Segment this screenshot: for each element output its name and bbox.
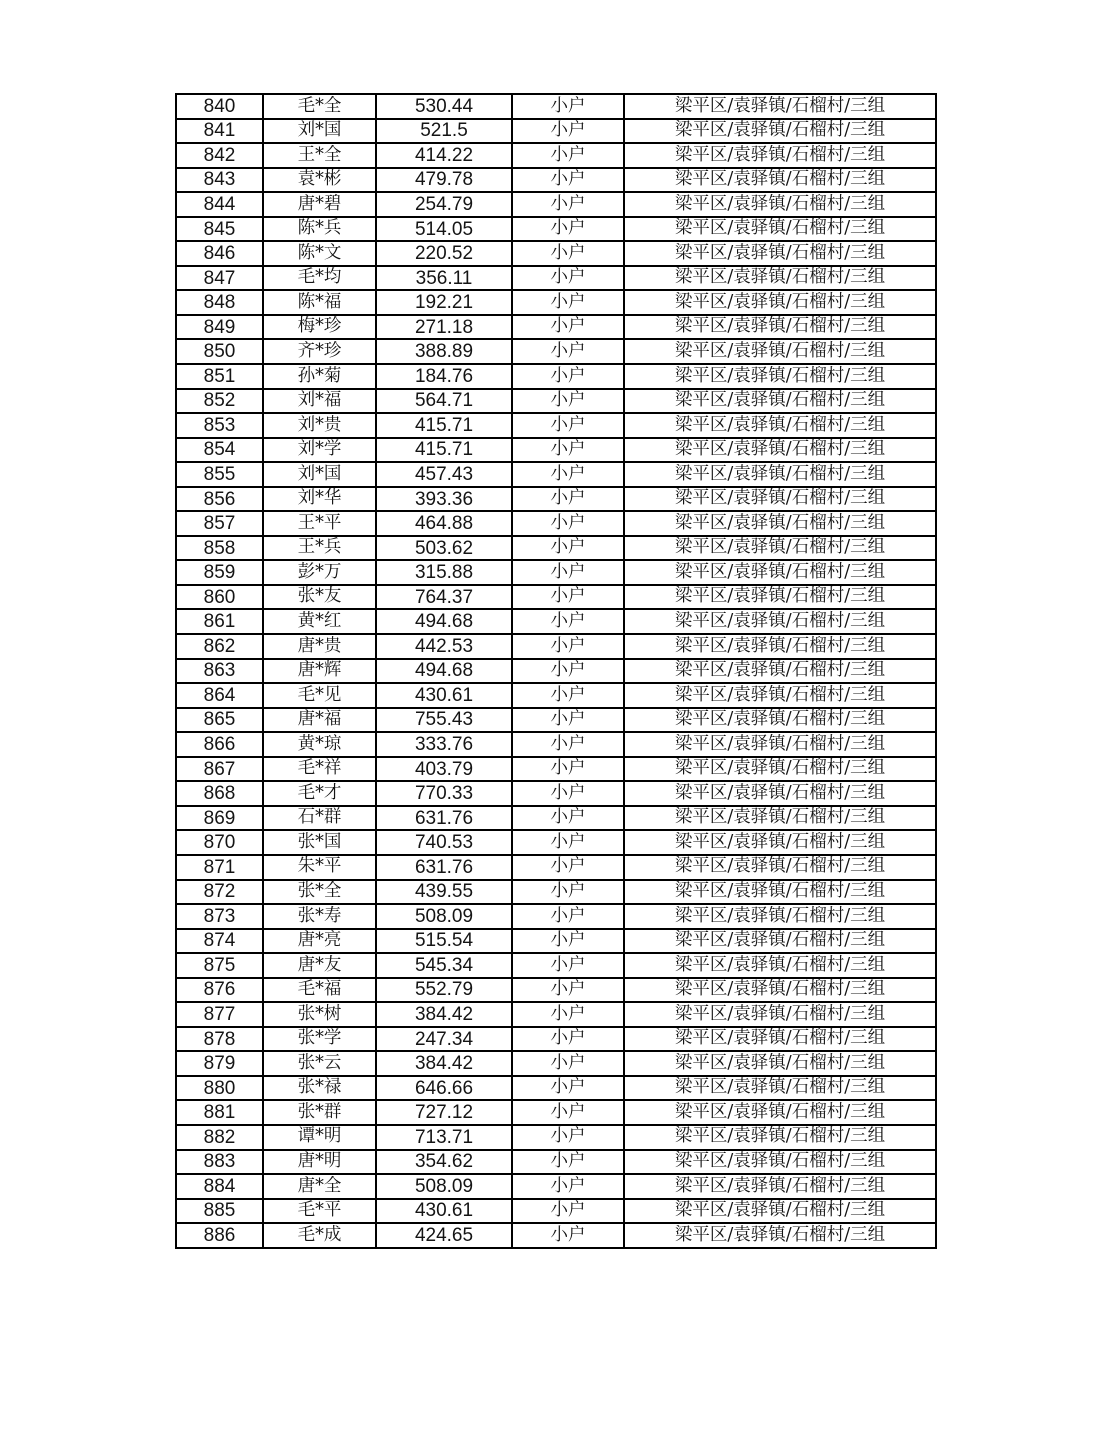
table-row xyxy=(176,1002,936,1027)
cell-name: 刘*华 xyxy=(263,487,376,512)
cell-row-number: 883 xyxy=(176,1150,263,1175)
cell-name: 王*平 xyxy=(263,511,376,536)
cell-location: 梁平区/袁驿镇/石榴村/三组 xyxy=(624,929,936,954)
cell-row-number: 866 xyxy=(176,732,263,757)
cell-household-type: 小户 xyxy=(512,266,624,291)
cell-name: 张*树 xyxy=(263,1002,376,1027)
cell-row-number: 842 xyxy=(176,143,263,168)
table-row xyxy=(176,217,936,242)
cell-household-type: 小户 xyxy=(512,1051,624,1076)
cell-row-number: 869 xyxy=(176,806,263,831)
table-row xyxy=(176,634,936,659)
cell-amount: 464.88 xyxy=(376,511,512,536)
table-row xyxy=(176,560,936,585)
cell-household-type: 小户 xyxy=(512,1223,624,1248)
cell-household-type: 小户 xyxy=(512,781,624,806)
cell-name: 袁*彬 xyxy=(263,168,376,193)
cell-row-number: 870 xyxy=(176,830,263,855)
table-row xyxy=(176,511,936,536)
table-row xyxy=(176,487,936,512)
cell-household-type: 小户 xyxy=(512,119,624,144)
cell-amount: 494.68 xyxy=(376,659,512,684)
table-row xyxy=(176,659,936,684)
cell-amount: 479.78 xyxy=(376,168,512,193)
cell-row-number: 858 xyxy=(176,536,263,561)
cell-row-number: 847 xyxy=(176,266,263,291)
cell-amount: 271.18 xyxy=(376,315,512,340)
cell-location: 梁平区/袁驿镇/石榴村/三组 xyxy=(624,1199,936,1224)
cell-name: 齐*珍 xyxy=(263,339,376,364)
cell-row-number: 868 xyxy=(176,781,263,806)
table-row xyxy=(176,339,936,364)
cell-name: 唐*碧 xyxy=(263,192,376,217)
cell-household-type: 小户 xyxy=(512,732,624,757)
cell-name: 张*学 xyxy=(263,1027,376,1052)
cell-amount: 415.71 xyxy=(376,438,512,463)
cell-row-number: 881 xyxy=(176,1100,263,1125)
table-row xyxy=(176,683,936,708)
cell-row-number: 885 xyxy=(176,1199,263,1224)
cell-name: 唐*福 xyxy=(263,708,376,733)
table-row xyxy=(176,806,936,831)
cell-location: 梁平区/袁驿镇/石榴村/三组 xyxy=(624,511,936,536)
table-row xyxy=(176,413,936,438)
cell-name: 唐*亮 xyxy=(263,929,376,954)
cell-location: 梁平区/袁驿镇/石榴村/三组 xyxy=(624,1150,936,1175)
cell-name: 梅*珍 xyxy=(263,315,376,340)
cell-household-type: 小户 xyxy=(512,830,624,855)
cell-row-number: 849 xyxy=(176,315,263,340)
cell-row-number: 876 xyxy=(176,978,263,1003)
cell-amount: 254.79 xyxy=(376,192,512,217)
cell-location: 梁平区/袁驿镇/石榴村/三组 xyxy=(624,364,936,389)
table-row xyxy=(176,143,936,168)
cell-name: 陈*文 xyxy=(263,241,376,266)
cell-location: 梁平区/袁驿镇/石榴村/三组 xyxy=(624,585,936,610)
table-row xyxy=(176,290,936,315)
cell-amount: 552.79 xyxy=(376,978,512,1003)
cell-household-type: 小户 xyxy=(512,339,624,364)
cell-amount: 646.66 xyxy=(376,1076,512,1101)
cell-location: 梁平区/袁驿镇/石榴村/三组 xyxy=(624,683,936,708)
cell-row-number: 850 xyxy=(176,339,263,364)
table-row xyxy=(176,904,936,929)
cell-amount: 755.43 xyxy=(376,708,512,733)
cell-location: 梁平区/袁驿镇/石榴村/三组 xyxy=(624,487,936,512)
cell-household-type: 小户 xyxy=(512,904,624,929)
cell-location: 梁平区/袁驿镇/石榴村/三组 xyxy=(624,143,936,168)
cell-household-type: 小户 xyxy=(512,1100,624,1125)
cell-amount: 315.88 xyxy=(376,560,512,585)
table-row xyxy=(176,1174,936,1199)
table-row xyxy=(176,830,936,855)
cell-location: 梁平区/袁驿镇/石榴村/三组 xyxy=(624,438,936,463)
cell-amount: 545.34 xyxy=(376,953,512,978)
cell-row-number: 882 xyxy=(176,1125,263,1150)
cell-location: 梁平区/袁驿镇/石榴村/三组 xyxy=(624,1100,936,1125)
cell-amount: 764.37 xyxy=(376,585,512,610)
cell-row-number: 859 xyxy=(176,560,263,585)
cell-location: 梁平区/袁驿镇/石榴村/三组 xyxy=(624,830,936,855)
table-row xyxy=(176,119,936,144)
table-row xyxy=(176,438,936,463)
cell-location: 梁平区/袁驿镇/石榴村/三组 xyxy=(624,266,936,291)
cell-location: 梁平区/袁驿镇/石榴村/三组 xyxy=(624,855,936,880)
cell-household-type: 小户 xyxy=(512,1150,624,1175)
cell-amount: 415.71 xyxy=(376,413,512,438)
cell-name: 刘*贵 xyxy=(263,413,376,438)
cell-name: 唐*明 xyxy=(263,1150,376,1175)
cell-location: 梁平区/袁驿镇/石榴村/三组 xyxy=(624,536,936,561)
table-row xyxy=(176,315,936,340)
cell-amount: 631.76 xyxy=(376,855,512,880)
table-row xyxy=(176,929,936,954)
cell-location: 梁平区/袁驿镇/石榴村/三组 xyxy=(624,1223,936,1248)
cell-household-type: 小户 xyxy=(512,487,624,512)
cell-household-type: 小户 xyxy=(512,217,624,242)
table-row xyxy=(176,609,936,634)
cell-location: 梁平区/袁驿镇/石榴村/三组 xyxy=(624,659,936,684)
cell-row-number: 852 xyxy=(176,389,263,414)
cell-row-number: 874 xyxy=(176,929,263,954)
table-row xyxy=(176,192,936,217)
table-row xyxy=(176,757,936,782)
cell-location: 梁平区/袁驿镇/石榴村/三组 xyxy=(624,978,936,1003)
table-row xyxy=(176,94,936,119)
cell-household-type: 小户 xyxy=(512,1076,624,1101)
cell-amount: 740.53 xyxy=(376,830,512,855)
cell-name: 刘*国 xyxy=(263,119,376,144)
cell-row-number: 862 xyxy=(176,634,263,659)
cell-name: 陈*兵 xyxy=(263,217,376,242)
cell-location: 梁平区/袁驿镇/石榴村/三组 xyxy=(624,217,936,242)
cell-amount: 631.76 xyxy=(376,806,512,831)
cell-household-type: 小户 xyxy=(512,389,624,414)
cell-name: 唐*友 xyxy=(263,953,376,978)
cell-household-type: 小户 xyxy=(512,168,624,193)
cell-location: 梁平区/袁驿镇/石榴村/三组 xyxy=(624,1125,936,1150)
cell-name: 张*国 xyxy=(263,830,376,855)
cell-amount: 439.55 xyxy=(376,880,512,905)
cell-row-number: 871 xyxy=(176,855,263,880)
cell-household-type: 小户 xyxy=(512,1002,624,1027)
cell-amount: 220.52 xyxy=(376,241,512,266)
cell-household-type: 小户 xyxy=(512,880,624,905)
cell-location: 梁平区/袁驿镇/石榴村/三组 xyxy=(624,1051,936,1076)
cell-household-type: 小户 xyxy=(512,438,624,463)
cell-amount: 354.62 xyxy=(376,1150,512,1175)
cell-row-number: 886 xyxy=(176,1223,263,1248)
cell-row-number: 840 xyxy=(176,94,263,119)
cell-household-type: 小户 xyxy=(512,536,624,561)
cell-name: 张*寿 xyxy=(263,904,376,929)
cell-location: 梁平区/袁驿镇/石榴村/三组 xyxy=(624,119,936,144)
table-row xyxy=(176,880,936,905)
cell-amount: 424.65 xyxy=(376,1223,512,1248)
cell-name: 唐*贵 xyxy=(263,634,376,659)
cell-amount: 430.61 xyxy=(376,1199,512,1224)
cell-location: 梁平区/袁驿镇/石榴村/三组 xyxy=(624,609,936,634)
cell-name: 石*群 xyxy=(263,806,376,831)
cell-amount: 384.42 xyxy=(376,1002,512,1027)
cell-location: 梁平区/袁驿镇/石榴村/三组 xyxy=(624,1076,936,1101)
cell-household-type: 小户 xyxy=(512,511,624,536)
cell-household-type: 小户 xyxy=(512,560,624,585)
cell-location: 梁平区/袁驿镇/石榴村/三组 xyxy=(624,339,936,364)
cell-amount: 508.09 xyxy=(376,1174,512,1199)
cell-row-number: 880 xyxy=(176,1076,263,1101)
cell-location: 梁平区/袁驿镇/石榴村/三组 xyxy=(624,290,936,315)
cell-household-type: 小户 xyxy=(512,757,624,782)
cell-household-type: 小户 xyxy=(512,978,624,1003)
cell-row-number: 848 xyxy=(176,290,263,315)
cell-household-type: 小户 xyxy=(512,585,624,610)
cell-row-number: 855 xyxy=(176,462,263,487)
cell-location: 梁平区/袁驿镇/石榴村/三组 xyxy=(624,953,936,978)
cell-location: 梁平区/袁驿镇/石榴村/三组 xyxy=(624,880,936,905)
cell-amount: 393.36 xyxy=(376,487,512,512)
cell-household-type: 小户 xyxy=(512,290,624,315)
table-row xyxy=(176,978,936,1003)
cell-amount: 457.43 xyxy=(376,462,512,487)
table-row xyxy=(176,1150,936,1175)
table-row xyxy=(176,389,936,414)
table-row xyxy=(176,1051,936,1076)
cell-name: 王*兵 xyxy=(263,536,376,561)
cell-household-type: 小户 xyxy=(512,806,624,831)
cell-household-type: 小户 xyxy=(512,1125,624,1150)
cell-row-number: 875 xyxy=(176,953,263,978)
cell-household-type: 小户 xyxy=(512,1199,624,1224)
cell-household-type: 小户 xyxy=(512,953,624,978)
cell-name: 毛*福 xyxy=(263,978,376,1003)
table-row xyxy=(176,1125,936,1150)
cell-row-number: 879 xyxy=(176,1051,263,1076)
table-row xyxy=(176,1076,936,1101)
table-row xyxy=(176,732,936,757)
cell-location: 梁平区/袁驿镇/石榴村/三组 xyxy=(624,389,936,414)
cell-name: 张*群 xyxy=(263,1100,376,1125)
cell-household-type: 小户 xyxy=(512,634,624,659)
table-row xyxy=(176,1027,936,1052)
cell-household-type: 小户 xyxy=(512,659,624,684)
cell-household-type: 小户 xyxy=(512,94,624,119)
cell-row-number: 854 xyxy=(176,438,263,463)
cell-household-type: 小户 xyxy=(512,929,624,954)
cell-row-number: 844 xyxy=(176,192,263,217)
cell-name: 朱*平 xyxy=(263,855,376,880)
cell-location: 梁平区/袁驿镇/石榴村/三组 xyxy=(624,806,936,831)
cell-amount: 333.76 xyxy=(376,732,512,757)
cell-location: 梁平区/袁驿镇/石榴村/三组 xyxy=(624,462,936,487)
cell-household-type: 小户 xyxy=(512,1027,624,1052)
cell-row-number: 846 xyxy=(176,241,263,266)
cell-name: 张*云 xyxy=(263,1051,376,1076)
table-row xyxy=(176,953,936,978)
cell-row-number: 865 xyxy=(176,708,263,733)
cell-location: 梁平区/袁驿镇/石榴村/三组 xyxy=(624,732,936,757)
cell-row-number: 860 xyxy=(176,585,263,610)
cell-location: 梁平区/袁驿镇/石榴村/三组 xyxy=(624,904,936,929)
cell-row-number: 884 xyxy=(176,1174,263,1199)
cell-location: 梁平区/袁驿镇/石榴村/三组 xyxy=(624,560,936,585)
cell-row-number: 864 xyxy=(176,683,263,708)
table-row xyxy=(176,781,936,806)
table-row xyxy=(176,855,936,880)
cell-name: 毛*全 xyxy=(263,94,376,119)
cell-name: 唐*辉 xyxy=(263,659,376,684)
cell-household-type: 小户 xyxy=(512,364,624,389)
cell-amount: 192.21 xyxy=(376,290,512,315)
cell-row-number: 878 xyxy=(176,1027,263,1052)
cell-row-number: 843 xyxy=(176,168,263,193)
cell-name: 张*全 xyxy=(263,880,376,905)
cell-location: 梁平区/袁驿镇/石榴村/三组 xyxy=(624,315,936,340)
cell-amount: 247.34 xyxy=(376,1027,512,1052)
cell-household-type: 小户 xyxy=(512,1174,624,1199)
cell-amount: 508.09 xyxy=(376,904,512,929)
cell-amount: 503.62 xyxy=(376,536,512,561)
cell-name: 谭*明 xyxy=(263,1125,376,1150)
cell-name: 彭*万 xyxy=(263,560,376,585)
cell-household-type: 小户 xyxy=(512,609,624,634)
table-row xyxy=(176,462,936,487)
cell-amount: 514.05 xyxy=(376,217,512,242)
cell-household-type: 小户 xyxy=(512,683,624,708)
cell-name: 刘*福 xyxy=(263,389,376,414)
cell-name: 毛*祥 xyxy=(263,757,376,782)
table-row xyxy=(176,168,936,193)
cell-location: 梁平区/袁驿镇/石榴村/三组 xyxy=(624,708,936,733)
cell-row-number: 845 xyxy=(176,217,263,242)
cell-name: 毛*成 xyxy=(263,1223,376,1248)
cell-household-type: 小户 xyxy=(512,413,624,438)
cell-amount: 414.22 xyxy=(376,143,512,168)
cell-name: 孙*菊 xyxy=(263,364,376,389)
cell-household-type: 小户 xyxy=(512,855,624,880)
cell-household-type: 小户 xyxy=(512,462,624,487)
cell-amount: 442.53 xyxy=(376,634,512,659)
cell-household-type: 小户 xyxy=(512,315,624,340)
cell-row-number: 861 xyxy=(176,609,263,634)
cell-location: 梁平区/袁驿镇/石榴村/三组 xyxy=(624,781,936,806)
cell-location: 梁平区/袁驿镇/石榴村/三组 xyxy=(624,1174,936,1199)
cell-row-number: 853 xyxy=(176,413,263,438)
cell-household-type: 小户 xyxy=(512,241,624,266)
cell-row-number: 856 xyxy=(176,487,263,512)
table-row xyxy=(176,241,936,266)
cell-location: 梁平区/袁驿镇/石榴村/三组 xyxy=(624,1002,936,1027)
cell-name: 刘*国 xyxy=(263,462,376,487)
cell-household-type: 小户 xyxy=(512,192,624,217)
cell-name: 刘*学 xyxy=(263,438,376,463)
cell-name: 张*友 xyxy=(263,585,376,610)
cell-row-number: 851 xyxy=(176,364,263,389)
cell-location: 梁平区/袁驿镇/石榴村/三组 xyxy=(624,634,936,659)
cell-household-type: 小户 xyxy=(512,708,624,733)
cell-name: 黄*琼 xyxy=(263,732,376,757)
records-table xyxy=(175,93,937,1249)
table-row xyxy=(176,364,936,389)
table-row xyxy=(176,1199,936,1224)
cell-row-number: 841 xyxy=(176,119,263,144)
cell-location: 梁平区/袁驿镇/石榴村/三组 xyxy=(624,192,936,217)
cell-name: 黄*红 xyxy=(263,609,376,634)
cell-amount: 770.33 xyxy=(376,781,512,806)
cell-name: 陈*福 xyxy=(263,290,376,315)
cell-name: 张*禄 xyxy=(263,1076,376,1101)
cell-location: 梁平区/袁驿镇/石榴村/三组 xyxy=(624,94,936,119)
cell-amount: 530.44 xyxy=(376,94,512,119)
cell-amount: 727.12 xyxy=(376,1100,512,1125)
cell-amount: 403.79 xyxy=(376,757,512,782)
cell-location: 梁平区/袁驿镇/石榴村/三组 xyxy=(624,241,936,266)
cell-location: 梁平区/袁驿镇/石榴村/三组 xyxy=(624,1027,936,1052)
cell-amount: 184.76 xyxy=(376,364,512,389)
cell-amount: 521.5 xyxy=(376,119,512,144)
table-row xyxy=(176,1223,936,1248)
cell-amount: 384.42 xyxy=(376,1051,512,1076)
cell-name: 毛*平 xyxy=(263,1199,376,1224)
table-row xyxy=(176,708,936,733)
table-row xyxy=(176,536,936,561)
cell-location: 梁平区/袁驿镇/石榴村/三组 xyxy=(624,168,936,193)
cell-row-number: 857 xyxy=(176,511,263,536)
table-row xyxy=(176,1100,936,1125)
table-row xyxy=(176,266,936,291)
cell-row-number: 877 xyxy=(176,1002,263,1027)
cell-amount: 388.89 xyxy=(376,339,512,364)
cell-name: 毛*见 xyxy=(263,683,376,708)
cell-row-number: 863 xyxy=(176,659,263,684)
records-table-body xyxy=(176,94,936,1248)
cell-name: 王*全 xyxy=(263,143,376,168)
cell-location: 梁平区/袁驿镇/石榴村/三组 xyxy=(624,757,936,782)
cell-row-number: 872 xyxy=(176,880,263,905)
cell-name: 毛*均 xyxy=(263,266,376,291)
cell-amount: 515.54 xyxy=(376,929,512,954)
cell-amount: 356.11 xyxy=(376,266,512,291)
cell-row-number: 867 xyxy=(176,757,263,782)
cell-name: 唐*全 xyxy=(263,1174,376,1199)
cell-row-number: 873 xyxy=(176,904,263,929)
table-row xyxy=(176,585,936,610)
cell-location: 梁平区/袁驿镇/石榴村/三组 xyxy=(624,413,936,438)
cell-amount: 713.71 xyxy=(376,1125,512,1150)
cell-amount: 494.68 xyxy=(376,609,512,634)
cell-amount: 430.61 xyxy=(376,683,512,708)
cell-name: 毛*才 xyxy=(263,781,376,806)
cell-household-type: 小户 xyxy=(512,143,624,168)
cell-amount: 564.71 xyxy=(376,389,512,414)
